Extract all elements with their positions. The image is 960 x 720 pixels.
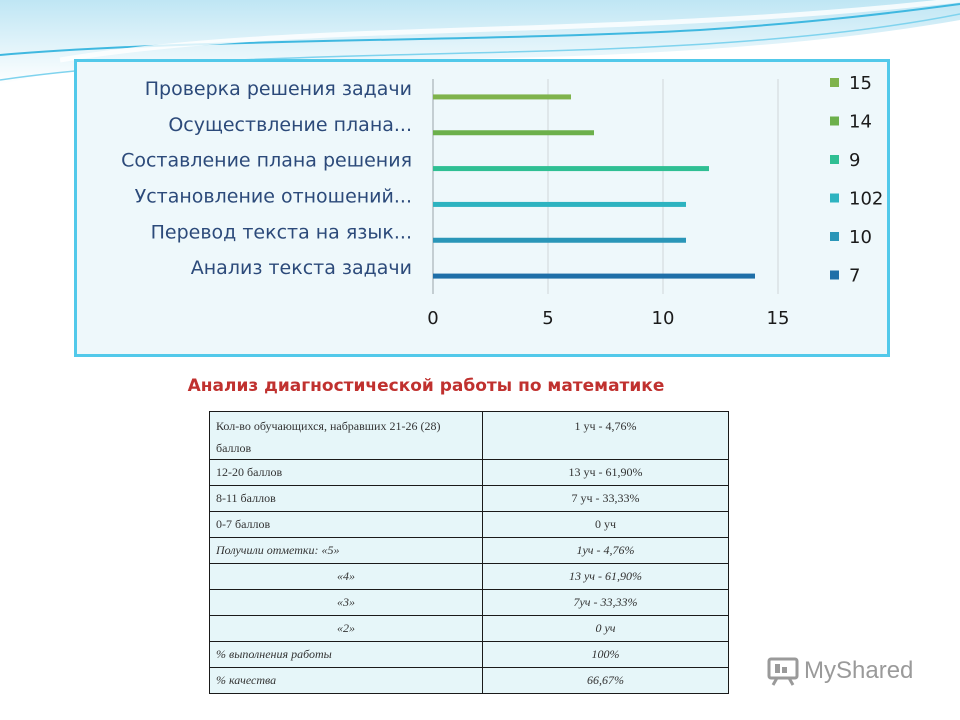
legend-swatch xyxy=(830,78,839,87)
row-value: 100% xyxy=(483,642,729,668)
results-table xyxy=(209,411,729,694)
row-label: 12-20 баллов xyxy=(210,460,483,486)
bar xyxy=(433,274,755,279)
legend-swatch xyxy=(830,194,839,203)
row-label: «4» xyxy=(210,564,483,590)
legend-label: 102 xyxy=(849,188,884,210)
row-label: 0-7 баллов xyxy=(210,512,483,538)
row-value: 13 уч - 61,90% xyxy=(483,460,729,486)
row-value: 0 уч xyxy=(483,512,729,538)
legend-label: 7 xyxy=(849,265,861,287)
table-row xyxy=(210,486,729,512)
table-row xyxy=(210,460,729,486)
table-row xyxy=(210,538,729,564)
row-value: 13 уч - 61,90% xyxy=(483,564,729,590)
legend-label: 9 xyxy=(849,150,861,171)
row-value: 7 уч - 33,33% xyxy=(483,486,729,512)
x-tick-label: 15 xyxy=(766,308,790,329)
chart-subtitle: Анализ диагностической работы по математике xyxy=(187,376,665,396)
bar xyxy=(433,202,686,207)
x-tick-label: 0 xyxy=(427,308,439,329)
row-label: % качества xyxy=(210,668,483,694)
row-label: Получили отметки: «5» xyxy=(210,538,483,564)
category-label: Проверка решения задачи xyxy=(144,77,412,100)
bar xyxy=(433,94,571,99)
bar xyxy=(433,166,709,171)
row-value: 7уч - 33,33% xyxy=(483,590,729,616)
watermark-text: MyShared xyxy=(804,657,914,684)
legend-swatch xyxy=(830,271,839,280)
row-value: 0 уч xyxy=(483,616,729,642)
category-label: Анализ текста задачи xyxy=(190,257,412,280)
legend-swatch xyxy=(830,232,839,241)
legend-label: 14 xyxy=(849,111,872,133)
row-value: 66,67% xyxy=(483,668,729,694)
legend-swatch xyxy=(830,155,839,164)
row-label: Кол-во обучающихся, набравших 21-26 (28) баллов xyxy=(210,412,483,460)
category-label: Перевод текста на язык... xyxy=(150,221,412,244)
row-label: «2» xyxy=(210,616,483,642)
legend-label: 10 xyxy=(849,227,872,248)
watermark xyxy=(766,656,913,686)
table-row xyxy=(210,668,729,694)
x-tick-label: 10 xyxy=(651,308,675,329)
category-label: Составление плана решения xyxy=(121,149,412,172)
table-row xyxy=(210,564,729,590)
table-row xyxy=(210,590,729,616)
table-row xyxy=(210,616,729,642)
row-label: «3» xyxy=(210,590,483,616)
chart-panel xyxy=(74,59,890,357)
presentation-icon xyxy=(766,656,800,686)
row-label: % выполнения работы xyxy=(210,642,483,668)
row-label: 8-11 баллов xyxy=(210,486,483,512)
table-row xyxy=(210,412,729,460)
row-value: 1уч - 4,76% xyxy=(483,538,729,564)
bar xyxy=(433,130,594,135)
row-value: 1 уч - 4,76% xyxy=(483,412,729,460)
legend-label: 15 xyxy=(849,73,872,94)
bar-chart xyxy=(77,62,887,354)
category-label: Установление отношений... xyxy=(134,185,412,208)
legend-swatch xyxy=(830,117,839,126)
bar xyxy=(433,238,686,243)
x-tick-label: 5 xyxy=(542,308,554,329)
table-row xyxy=(210,642,729,668)
table-row xyxy=(210,512,729,538)
category-label: Осуществление плана... xyxy=(168,113,412,136)
